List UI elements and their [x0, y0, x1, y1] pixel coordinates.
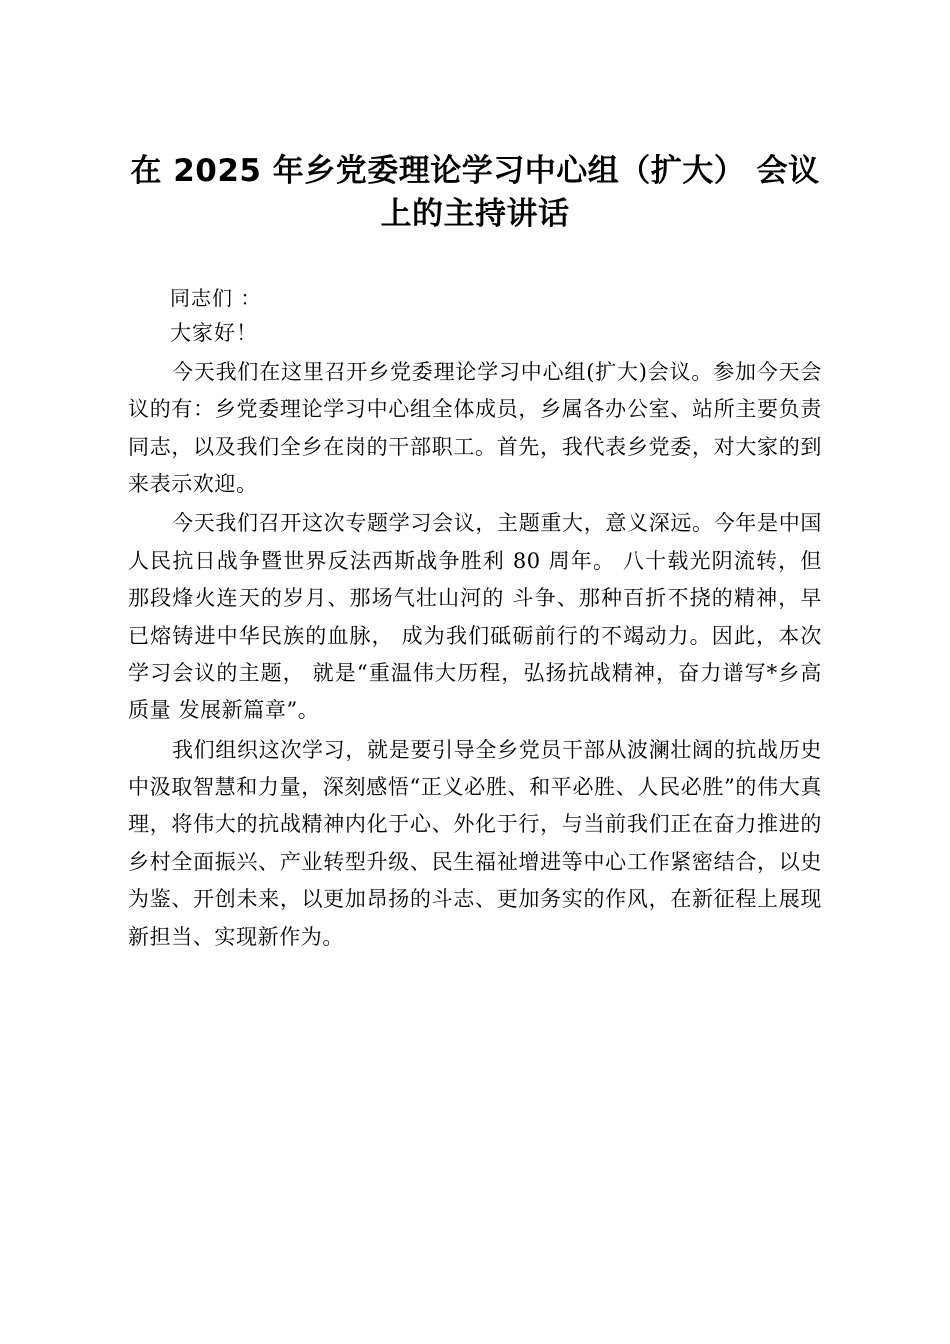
body-paragraph: 今天我们在这里召开乡党委理论学习中心组(扩大)会议。参加今天会议的有：乡党委理论学习中心组全体成员，乡属各办公室、站所主要负责同志，以及我们全乡在岗的干部职工。首先，我代表乡党委，对大家的到来表示欢迎。 — [128, 359, 822, 497]
greeting-line: 大家好！ — [170, 320, 258, 345]
body-paragraph: 今天我们召开这次专题学习会议，主题重大，意义深远。今年是中国人民抗日战争暨世界反法西斯战争胜利 80 周年。 八十载光阴流转，但那段烽火连天的岁月、那场气壮山河的 斗争、那种百折不挠的精神，早已熔铸进中华民族的血脉， 成为我们砥砺前行的不竭动力。因此，本次学习会议的主题， 就是“重温伟大历程，弘扬抗战精神，奋力谱写*乡高质量 发展新篇章”。 — [128, 511, 822, 723]
body-paragraph: 我们组织这次学习，就是要引导全乡党员干部从波澜壮阔的抗战历史中汲取智慧和力量，深刻感悟“正义必胜、和平必胜、人民必胜”的伟大真理，将伟大的抗战精神内化于心、外化于行，与当前我们正在奋力推进的乡村全面振兴、产业转型升级、民生福祉增进等中心工作紧密结合，以史为鉴、开创未来，以更加昂扬的斗志、更加务实的作风，在新征程上展现新担当、实现新作为。 — [128, 737, 822, 949]
salutation-line: 同志们 ： — [170, 285, 262, 310]
page-title: 在 2025 年乡党委理论学习中心组（扩大） 会议上的主持讲话 — [130, 153, 820, 232]
